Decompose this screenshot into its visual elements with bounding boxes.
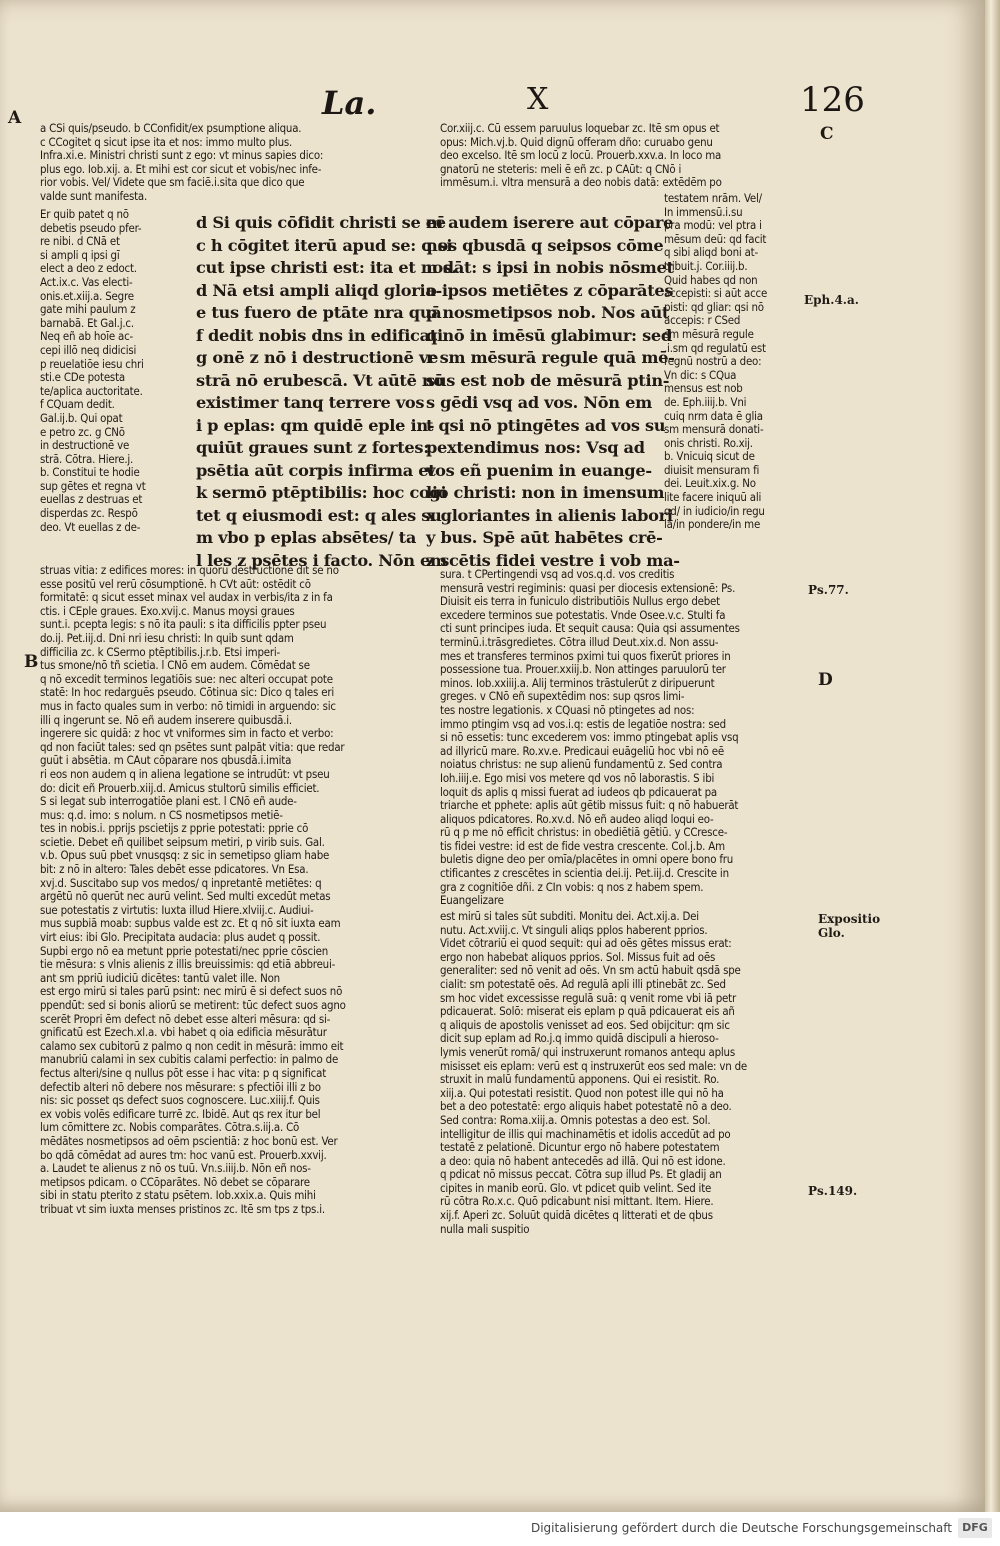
gloss-line: metipsos pdicam. o CCōparātes. Nō debet se cōparare	[40, 1174, 310, 1189]
gloss-line: buletis digne deo per omīa/placētes in omni opere bono fru	[440, 852, 734, 867]
gloss-line: mes et transferes terminos pximi tui quos fixerūt priores in	[440, 648, 731, 663]
gloss-line: mēsum deū: qd facit	[664, 231, 767, 246]
gloss-line: lite facere iniquū ali	[664, 490, 762, 505]
gloss-line: testatem nrām. Vel/	[664, 191, 762, 205]
gloss-line: Videt cōtrariū ei quod sequit: qui ad oēs gētes missus erat:	[440, 936, 732, 951]
digitization-footer	[0, 1512, 1000, 1546]
gloss-line: q sibi aliqd boni at-	[664, 245, 758, 260]
gloss-right-bottom	[440, 910, 806, 1236]
gloss-line: cialit: sm potestatē oēs. Ad regulā apli illi ptinebāt zc. Sed	[440, 976, 726, 991]
text-line: d Nā etsi ampli aliqd gloria-	[196, 280, 442, 300]
gloss-line: c CCogitet q sicut ipse ita et nos: immo multo plus.	[40, 134, 293, 149]
gloss-line: b. Constitui te hodie	[40, 465, 140, 480]
gloss-line: ppendūt: sed si bonis aliorū se metirent: tūc defect suos agno	[40, 998, 346, 1012]
text-line: sus est nob de mēsurā ptin-	[426, 370, 670, 390]
gloss-line: rū q p me nō efficit christus: in obediētiā gētiū. y CCresce-	[440, 825, 728, 840]
gloss-line: greges. v CNō eñ supextēdim nos: sup qsros limi-	[440, 689, 685, 704]
gloss-line: accepis: r CSed	[664, 313, 741, 328]
gloss-line: elect a deo z edoct.	[40, 261, 137, 276]
gloss-line: e petro zc. g CNō	[40, 424, 125, 439]
gloss-line: a deo: quia nō habent antecedēs ad illā. Qui nō est idone.	[440, 1153, 726, 1168]
section-mark-d: D	[818, 670, 833, 690]
text-line: nos qbusdā q seipsos cōme	[426, 235, 664, 255]
gloss-line: re nibi. d CNā et	[40, 234, 120, 249]
gloss-right-wide	[440, 568, 806, 908]
gloss-line: immo ptingim vsq ad vos.i.q: estis de legatiōe nostra: sed	[440, 716, 726, 731]
gloss-line: est mirū si tales sūt subditi. Monitu dei. Act.xij.a. Dei	[440, 909, 699, 923]
gloss-line: mus supbiā moab: supbus valde est zc. Et q nō sit iuxta eam	[40, 916, 341, 931]
gloss-line: cepi illō neq didicisi	[40, 342, 137, 357]
gloss-line: lum cōmittere zc. Nobis comparātes. Cōtra.s.iij.a. Cō	[40, 1120, 300, 1135]
gloss-line: virt eius: ibi Glo. Precipitata audacia: plus audet q possit.	[40, 930, 321, 945]
section-mark-c: C	[820, 124, 834, 144]
text-line: pextendimus nos: Vsq ad	[426, 438, 645, 457]
gloss-line: excedere terminos sue potestatis. Vnde Osee.v.c. Stulti fa	[440, 607, 726, 622]
gloss-line: f CQuam dedit.	[40, 397, 115, 412]
running-head-left: La.	[322, 84, 377, 122]
gloss-line: Gal.ij.b. Qui opat	[40, 410, 123, 425]
gloss-line: mensus est nob	[664, 381, 743, 396]
text-line: g onē z nō i destructionē ve	[196, 348, 439, 367]
gloss-line: pra modū: vel ptra i	[664, 218, 762, 233]
gloss-line: scietie. Debet eñ quilibet seipsum metiri, p virib suis. Gal.	[40, 834, 325, 849]
gloss-line: esse positū vel rerū cōsumptionē. h CVt aūt: ostēdit cō	[40, 576, 311, 591]
margin-ref-expositio: Expositio	[818, 912, 881, 926]
gloss-line: Infra.xi.e. Ministri christi sunt z ego: vt minus sapies dico:	[40, 148, 324, 163]
text-line: o ipsos metiētes z cōparātes	[426, 280, 674, 300]
text-line: f dedit nobis dns in edificati	[196, 325, 443, 345]
gloss-line: opus: Mich.vj.b. Quid dignū offeram dño: curuabo genu	[440, 134, 713, 149]
text-line: l les z psētes i facto. Nōn em	[196, 550, 447, 570]
gloss-line: ergo non habebat aliquos pprios. Sol. Missus fuit ad oēs	[440, 949, 716, 964]
text-line: vos eñ puenim in euange-	[426, 460, 652, 480]
gloss-line: sunt.i. pcepta legis: s nō ita pauli: s ita difficilis ppter pseu	[40, 617, 327, 632]
text-line: lio christi: non in imensum	[426, 483, 665, 502]
gloss-line: mensurā vestri regiminis: quasi per diocesis extensionē: Ps.	[440, 580, 736, 595]
gloss-line: manubriū calami in sex cubitis calami perfectio: in palmo de	[40, 1052, 339, 1067]
gloss-left-wide	[40, 564, 420, 1217]
gloss-line: struxit in malū fundamentū apponens. Qui ei resistit. Ro.	[440, 1072, 720, 1087]
gloss-line: guūt i absētia. m CAut cōparare nos qbusdā.i.imita	[40, 753, 292, 768]
gloss-line: statē: In hoc redarguēs pseudo. Cōtinua sic: Dico q tales eri	[40, 685, 334, 700]
gloss-line: sti.e CDe potesta	[40, 370, 125, 385]
gloss-line: sura. t CPertingendi vsq ad vos.q.d. vos creditis	[440, 567, 675, 581]
gloss-line: de. Eph.iiij.b. Vni	[664, 394, 747, 409]
gloss-line: sm mensurā donati-	[664, 422, 764, 437]
text-line: n dāt: s ipsi in nobis nōsmet	[426, 258, 674, 277]
gloss-line: rior vobis. Vel/ Videte que sm faciē.i.sita que dico que	[40, 175, 305, 190]
gloss-line: gra z cognitiōe dñi. z CIn vobis: q nos z habem spem.	[440, 879, 704, 894]
margin-ref-ps149: Ps.149.	[808, 1184, 858, 1198]
text-line: existimer tanq terrere vos	[196, 393, 425, 412]
gloss-line: nis: sic posset qs defect suos cognoscere. Luc.xiiij.f. Quis	[40, 1093, 320, 1108]
gloss-line: Cor.xiij.c. Cū essem paruulus loquebar zc. Itē sm opus et	[440, 121, 720, 135]
dfg-logo: DFG	[958, 1518, 992, 1538]
gloss-line: ctificantes z crescētes in scientia dei.ij. Pet.iij.d. Crescite in	[440, 866, 729, 881]
gloss-line: ctis. i CEple graues. Exo.xvij.c. Manus moysi graues	[40, 603, 295, 618]
gloss-line: tie mēsura: s vlnis alienis z illis breuissimis: qd etiā abbreui-	[40, 957, 336, 972]
gloss-line: Quid habes qd non	[664, 272, 758, 287]
gloss-line: do: dicit eñ Prouerb.xiij.d. Amicus stultorū similis efficiet.	[40, 780, 320, 795]
margin-ref-eph: Eph.4.a.	[804, 293, 859, 307]
gloss-right-narrow	[664, 192, 804, 532]
gloss-line: q aliquis de apostolis venisset ad eos. Sed obijcitur: qm sic	[440, 1017, 730, 1032]
gloss-line: q nō excedit terminos legatiōis sue: nec alteri occupat pote	[40, 671, 333, 686]
text-line: strā nō erubescā. Vt aūtē nō	[196, 370, 444, 390]
gloss-line: nutu. Act.xviij.c. Vt singuli aliqs pplos haberent pprios.	[440, 922, 708, 937]
margin-ref-ps77: Ps.77.	[808, 583, 849, 597]
gloss-line: xij.f. Aperi zc. Soluūt quidā dicētes q litterati et de qbus	[440, 1208, 713, 1223]
gloss-line: illi q ingerunt se. Nō eñ audem inserere quibusdā.i.	[40, 712, 292, 727]
gloss-line: ri eos non audem q in aliena legatione se intrudūt: vt pseu	[40, 766, 330, 781]
gloss-line: mus in facto quales sum in verbo: nō timidi in arguendo: sic	[40, 698, 336, 713]
gloss-line: gate mihi paulum z	[40, 302, 136, 317]
text-line: i p eplas: qm quidē eple in-	[196, 415, 435, 435]
gloss-line: a. Laudet te alienus z nō os tuū. Vn.s.iiij.b. Nōn eñ nos-	[40, 1161, 311, 1176]
gloss-line: sibi in statu pterito z statu psētem. Iob.xxix.a. Quis mihi	[40, 1188, 316, 1203]
gloss-line: mēdātes nosmetipsos ad oēm pscientiā: z hoc bonū est. Ver	[40, 1133, 338, 1148]
gloss-line: bit: z nō in altero: Tales debēt esse pdicatores. Vn Esa.	[40, 862, 309, 877]
gloss-line: nulla mali suspitio	[440, 1221, 530, 1236]
gloss-line: immēsum.i. vltra mensurā a deo nobis datā: extēdēm po	[440, 175, 722, 190]
text-line: k sermō ptēptibilis: hoc cogi	[196, 483, 447, 502]
gloss-line: argētū nō querūt nec aurū velint. Sed multi excedūt metas	[40, 889, 331, 904]
gloss-line: plus ego. Iob.xij. a. Et mihi est cor sicut et vobis/nec infe-	[40, 161, 322, 176]
text-line: psētia aūt corpis infirma et	[196, 460, 436, 480]
gloss-line: qd non faciūt tales: sed qn psētes sunt palpāt vitia: que redar	[40, 739, 345, 754]
gloss-right-top	[440, 122, 812, 190]
gloss-line: sm mēsurā regule	[664, 326, 754, 341]
chapter-number: X	[527, 82, 549, 117]
gloss-line: calamo sex cubitorū z palmo q non cedit in mēsurā: immo eit	[40, 1038, 344, 1053]
gloss-line: est ergo mirū si tales parū psint: nec mirū ē si defect suos nō	[40, 984, 343, 999]
text-line: c h cōgitet iterū apud se: q si	[196, 235, 453, 255]
gloss-line: q pdicat nō missus peccat. Cōtra sup illud Ps. Et gladij an	[440, 1167, 722, 1182]
gloss-line: testatē z pelationē. Dicuntur ergo nō habere potestatem	[440, 1140, 720, 1155]
gloss-line: si nō essetis: tunc excederem vos: immo ptingebat aplis vsq	[440, 730, 739, 745]
gloss-line: generaliter: sed nō venit ad oēs. Vn sm actū habuit qsdā spe	[440, 963, 741, 978]
gloss-line: tes nostre legationis. x CQuasi nō ptingetes ad nos:	[440, 702, 695, 717]
gloss-line: xiij.a. Qui potestati resistit. Quod non potest ille qui nō ha	[440, 1085, 724, 1100]
gloss-line: possessione tua. Prouer.xxiij.b. Non attinges paruulorū ter	[440, 662, 726, 677]
text-line: z scētis fidei vestre i vob ma-	[426, 550, 680, 570]
gloss-line: .i.sm qd regulatū est	[664, 340, 766, 355]
gloss-line: Act.ix.c. Vas electi-	[40, 274, 133, 289]
gloss-line: Neq eñ ab hoīe ac-	[40, 329, 134, 344]
gloss-line: xvj.d. Suscitabo sup vos medos/ q inpretantē metiētes: q	[40, 875, 322, 890]
gloss-line: Diuisit eis terra in funiculo distributiōis Nullus ergo debet	[440, 594, 720, 609]
gloss-line: cipites in manib eorū. Glo. vt pdicet quib velint. Sed ite	[440, 1180, 712, 1195]
gloss-line: onis christi. Ro.xij.	[664, 435, 753, 450]
gloss-line: tis fidei vestre: id est de fide vestra crescente. Col.j.b. Am	[440, 838, 725, 853]
gloss-line: Sed contra: Roma.xiij.a. Omnis potestas a deo est. Sol.	[440, 1112, 711, 1127]
gloss-line: strā. Cōtra. Hiere.j.	[40, 451, 134, 466]
gloss-line: la/in pondere/in me	[664, 517, 761, 532]
gloss-line: accepisti: si aūt acce	[664, 286, 768, 301]
gloss-line: dei. Leuit.xix.g. No	[664, 476, 756, 491]
gloss-line: te/aplica auctoritate.	[40, 383, 143, 398]
gloss-line: terminū.i.trāsgredietes. Cōtra illud Deut.xix.d. Non assu-	[440, 634, 719, 649]
main-text-column-1	[196, 212, 458, 572]
text-line: d Si quis cōfidit christi se eē	[196, 213, 446, 232]
gloss-line: tribuat vt sim iuxta menses pristinos zc. Itē sm tps z tps.i.	[40, 1201, 325, 1216]
section-mark-a: A	[8, 108, 22, 128]
gloss-line: a CSi quis/pseudo. b CConfidit/ex psumptione aliqua.	[40, 121, 302, 135]
gloss-line: sm hoc videt excessisse regulā suā: q venit rome vbi iā petr	[440, 990, 736, 1005]
gloss-line: cuiq nrm data ē glia	[664, 408, 763, 423]
gloss-line: difficilia zc. k CSermo ptēptibilis.j.r.b. Etsi imperi-	[40, 644, 281, 659]
gloss-line: tus smone/nō tñ scietia. l CNō em audem. Cōmēdat se	[40, 658, 310, 673]
gloss-line: Supbi ergo nō ea metunt pprie potestati/nec pprie cōscien	[40, 943, 329, 958]
gloss-line: Euangelizare	[440, 893, 504, 908]
text-line: y bus. Spē aūt habētes crē-	[426, 528, 663, 547]
gloss-top-left	[40, 122, 418, 204]
gloss-line: tribuit.j. Cor.iiij.b.	[664, 258, 748, 273]
gloss-line: noiatus christus: ne sup alienū fundamentū z. Sed contra	[440, 757, 723, 772]
gloss-line: do.ij. Pet.iij.d. Dni nri iesu christi: In quib sunt qdam	[40, 630, 294, 645]
text-line: s gēdi vsq ad vos. Nōn em	[426, 393, 652, 412]
funding-notice: Digitalisierung gefördert durch die Deutsche Forschungsgemeinschaft	[530, 1521, 952, 1535]
gloss-line: v.b. Opus suū pbet vnusqsq: z sic in semetipso gliam habe	[40, 848, 330, 863]
text-line: cut ipse christi est: ita et nos.	[196, 258, 458, 277]
gloss-line: aliquos pdicatores. Ro.xv.d. Nō eñ audeo aliqd loqui eo-	[440, 811, 714, 826]
gloss-line: minos. Iob.xxiiij.a. Alij terminos trāstulerūt z diripuerunt	[440, 675, 715, 690]
gloss-line: ex vobis volēs edificare turrē zc. Ibidē. Aut qs rex itur bel	[40, 1106, 321, 1121]
gloss-line: pisti: qd gliar: qsi nō	[664, 299, 764, 314]
gloss-line: bet a deo potestatē: ergo aliquis habet potestatē nō a deo.	[440, 1099, 732, 1114]
gloss-line: tes in nobis.i. pprijs pscietijs z pprie potestati: pprie cō	[40, 821, 309, 836]
gloss-line: cti sunt principes iuda. Et sequit causa: Quia qsi assumentes	[440, 621, 740, 636]
gloss-line: b. Vnicuiq sicut de	[664, 449, 755, 464]
main-text-column-2	[426, 212, 680, 572]
gloss-line: diuisit mensuram fi	[664, 462, 760, 477]
gloss-line: intelligitur de illis qui machinamētis et idolis accedūt ad po	[440, 1126, 731, 1141]
gloss-line: debetis pseudo pfer-	[40, 220, 142, 235]
margin-ref-glo: Glo.	[818, 926, 845, 940]
gloss-line: deo excelso. Itē sm locū z locū. Prouerb.xxv.a. In loco ma	[440, 148, 722, 163]
text-line: q nō in imēsū glabimur: sed	[426, 325, 672, 345]
gloss-line: Vn dic: s CQua	[664, 367, 737, 382]
gloss-line: Er quib patet q nō	[40, 207, 129, 221]
gloss-line: lymis venerūt romā/ qui instruxerunt romanos antequ aplus	[440, 1044, 735, 1059]
gloss-line: struas vitia: z edifices mores: in quorū destructionē dīt se nō	[40, 563, 339, 577]
gloss-line: onis.et.xiij.a. Segre	[40, 288, 134, 303]
gloss-line: In immensū.i.su	[664, 204, 743, 219]
gloss-line: dicit sup eplam ad Ro.j.q immo quidā discipuli a hieroso-	[440, 1031, 719, 1046]
gloss-line: valde sunt manifesta.	[40, 188, 148, 203]
text-line: tet q eiusmodi est: q ales su	[196, 505, 442, 525]
gloss-line: misisset eis eplam: verū est q instruxerūt eos sed male: vn de	[440, 1058, 747, 1073]
gloss-line: ad illyricū mare. Ro.xv.e. Predicaui euāgeliū hoc vbi nō eē	[440, 743, 724, 758]
gloss-line: barnabā. Et Gal.j.c.	[40, 315, 134, 330]
section-mark-b: B	[24, 652, 39, 672]
gloss-line: disperdas zc. Respō	[40, 506, 138, 521]
folio-number: 126	[800, 80, 865, 120]
gloss-line: ant sm ppriū iudiciū dicētes: tantū valet ille. Non	[40, 970, 280, 985]
gloss-line: regnū nostrū a deo:	[664, 354, 762, 369]
text-line: t qsi nō ptingētes ad vos su	[426, 415, 666, 435]
text-line: p nosmetipsos nob. Nos aūt	[426, 303, 670, 322]
gloss-line: scerēt Propri ēm defect nō debet esse alteri mēsura: qd si-	[40, 1011, 331, 1026]
page-edge	[985, 0, 1000, 1512]
gloss-line: euellas z destruas et	[40, 492, 143, 507]
gloss-line: in destructionē ve	[40, 438, 130, 453]
gloss-line: gnificatū est Ezech.xl.a. vbi habet q oia edificia mēsurātur	[40, 1025, 327, 1040]
gloss-line: deo. Vt euellas z de-	[40, 519, 141, 534]
gloss-left-narrow	[40, 208, 192, 534]
gloss-line: loquit ds aplis q missi fuerat ad iudeos qb pdicauerat pa	[440, 784, 718, 799]
gloss-line: S si legat sub interrogatiōe plani est. l CNō eñ aude-	[40, 794, 297, 809]
gloss-line: p reuelatiōe iesu chri	[40, 356, 144, 371]
gloss-line: mus: q.d. imo: s nolum. n CS nosmetipsos metiē-	[40, 807, 283, 822]
text-line: quiūt graues sunt z fortes:	[196, 438, 429, 457]
gloss-line: gnatorū ne steteris: meli ē eñ zc. p CAūt: q CNō i	[440, 161, 682, 176]
gloss-line: rū cōtra Ro.x.c. Quō pdicabunt nisi mittant. Item. Hiere.	[440, 1194, 714, 1209]
gloss-line: pdicauerat. Solō: miserat eis eplam p quā pdicauerat eis añ	[440, 1004, 735, 1019]
gloss-line: sup gētes et regna vt	[40, 478, 146, 493]
gloss-line: si ampli q ipsi gī	[40, 247, 120, 262]
gloss-line: ingerere sic quidā: z hoc vt vniformes sim in facto et verbo:	[40, 726, 334, 741]
gloss-line: qd/ in iudicio/in regu	[664, 503, 765, 518]
gloss-line: defectib alteri nō debere nos mēsurare: s pfectiōi illi z bo	[40, 1079, 321, 1094]
gloss-line: sue potestatis z virtutis: Iuxta illud Hiere.xlviij.c. Audiui-	[40, 902, 314, 917]
text-line: x gloriantes in alienis labori	[426, 505, 673, 525]
text-line: e tus fuero de ptāte nra quā	[196, 303, 442, 322]
text-line: m vbo p eplas absētes/ ta	[196, 528, 417, 547]
gloss-line: triarche et pphete: aplis aūt gētib missus fuit: q nō habuerāt	[440, 798, 739, 813]
gloss-line: fectus alteri/sine q nullus pōt esse i hac vita: p q significat	[40, 1065, 327, 1080]
gloss-line: bo qdā cōmēdat ad aures tm: hoc vanū est. Prouerb.xxvij.	[40, 1147, 327, 1162]
gloss-line: Ioh.iiij.e. Ego misi vos metere qd vos nō laborastis. S ibi	[440, 770, 715, 785]
text-line: m audem iserere aut cōpare	[426, 213, 674, 232]
gloss-line: formitatē: q sicut esset minax vel audax in verbis/ita z in fa	[40, 590, 333, 605]
text-line: r sm mēsurā regule quā mē-	[426, 348, 675, 367]
